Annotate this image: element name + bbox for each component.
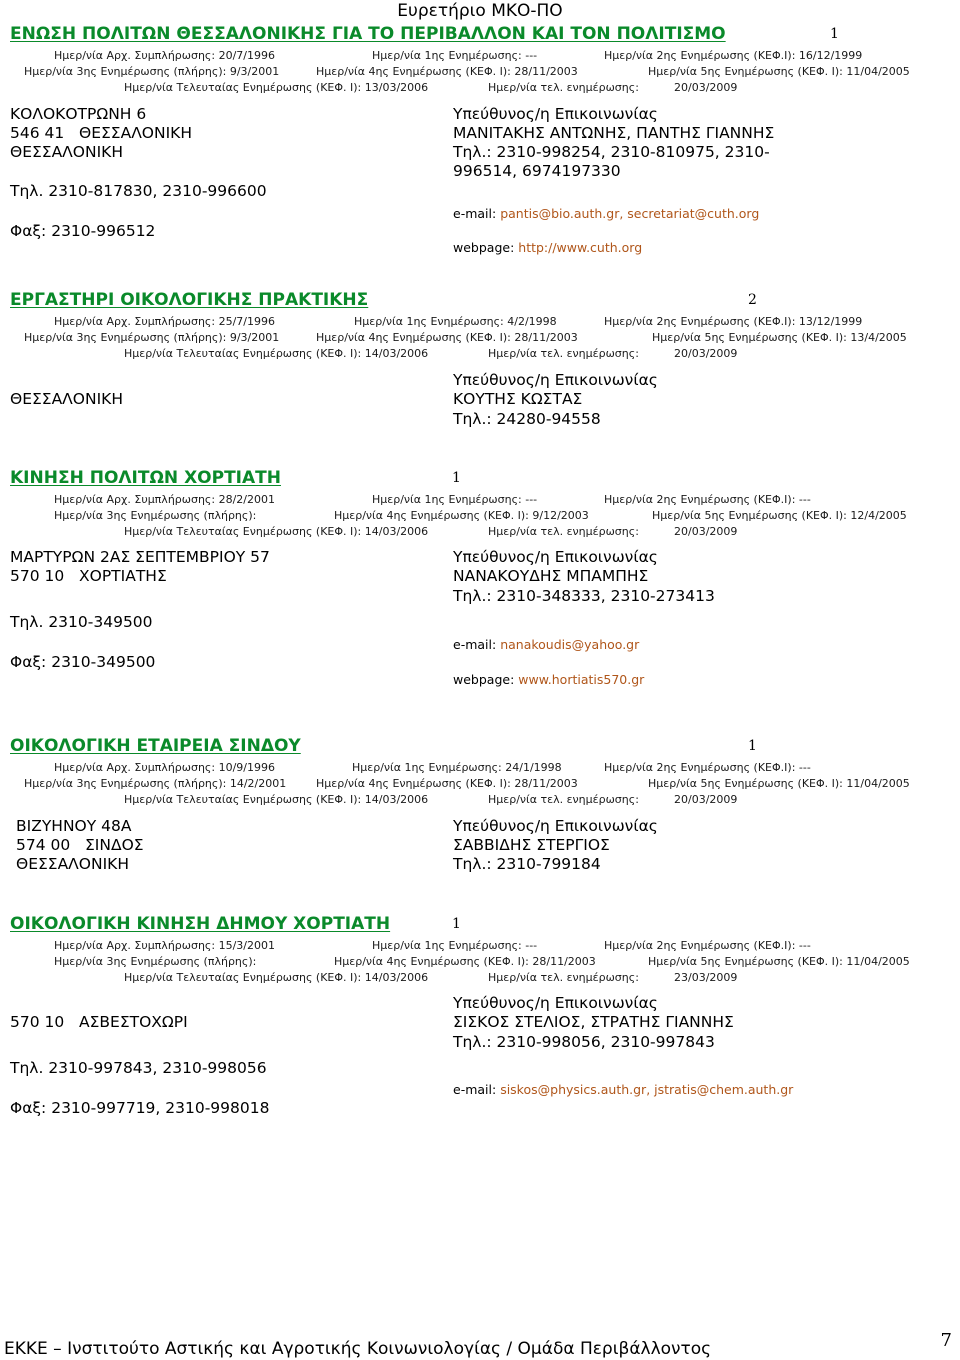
contact-person: ΣΑΒΒΙΔΗΣ ΣΤΕΡΓΙΟΣ	[453, 836, 610, 854]
meta-date: Ημερ/νία 5ης Ενημέρωσης (ΚΕΦ. Ι): 12/4/2005	[652, 509, 907, 522]
meta-date: Ημερ/νία Αρχ. Συμπλήρωσης: 20/7/1996	[54, 49, 275, 62]
org-title: ΕΝΩΣΗ ΠΟΛΙΤΩΝ ΘΕΣΣΑΛΟΝΙΚΗΣ ΓΙΑ ΤΟ ΠΕΡΙΒΑΛΛΟΝ ΚΑΙ ΤΟΝ ΠΟΛΙΤΙΣΜΟ	[10, 24, 726, 44]
meta-date: Ημερ/νία τελ. ενημέρωσης:	[488, 971, 639, 984]
meta-date: Ημερ/νία 4ης Ενημέρωσης (ΚΕΦ. Ι): 28/11/2003	[316, 331, 578, 344]
fax: Φαξ: 2310-997719, 2310-998018	[10, 1099, 270, 1117]
meta-date: Ημερ/νία 4ης Ενημέρωσης (ΚΕΦ. Ι): 28/11/2003	[316, 777, 578, 790]
meta-date: Ημερ/νία 5ης Ενημέρωσης (ΚΕΦ. Ι): 13/4/2005	[652, 331, 907, 344]
meta-date: Ημερ/νία 2ης Ενημέρωσης (ΚΕΦ.Ι): ---	[604, 939, 811, 952]
web-row	[453, 672, 644, 688]
page-number: 7	[940, 1330, 952, 1351]
contact-person: ΚΟΥΤΗΣ ΚΩΣΤΑΣ	[453, 390, 583, 408]
meta-date: Ημερ/νία τελ. ενημέρωσης:	[488, 347, 639, 360]
org-count: 2	[748, 292, 757, 308]
contact-label: Υπεύθυνος/η Επικοινωνίας	[453, 371, 658, 389]
meta-date: 20/03/2009	[674, 81, 738, 94]
phone: Τηλ. 2310-997843, 2310-998056	[10, 1059, 267, 1077]
meta-date: 20/03/2009	[674, 525, 738, 538]
meta-date: Ημερ/νία τελ. ενημέρωσης:	[488, 81, 639, 94]
meta-date: Ημερ/νία 3ης Ενημέρωσης (πλήρης):	[54, 955, 257, 968]
org-title: ΟΙΚΟΛΟΓΙΚΗ ΚΙΝΗΣΗ ΔΗΜΟΥ ΧΟΡΤΙΑΤΗ	[10, 914, 391, 934]
web-row	[453, 240, 642, 256]
address-line: 570 10 ΑΣΒΕΣΤΟΧΩΡΙ	[10, 1013, 188, 1031]
meta-date: Ημερ/νία Τελευταίας Ενημέρωσης (ΚΕΦ. Ι): 14/03/2006	[124, 347, 429, 360]
page-footer	[0, 1330, 960, 1360]
org-count: 1	[452, 916, 461, 932]
meta-date: Ημερ/νία Τελευταίας Ενημέρωσης (ΚΕΦ. Ι): 14/03/2006	[124, 793, 429, 806]
meta-date: Ημερ/νία 2ης Ενημέρωσης (ΚΕΦ.Ι): 13/12/1999	[604, 315, 863, 328]
address-line: ΘΕΣΣΑΛΟΝΙΚΗ	[16, 855, 129, 873]
address-line: ΘΕΣΣΑΛΟΝΙΚΗ	[10, 390, 123, 408]
meta-date: Ημερ/νία 5ης Ενημέρωσης (ΚΕΦ. Ι): 11/04/2005	[648, 65, 910, 78]
org-entry	[0, 468, 960, 698]
page-title: Ευρετήριο ΜΚΟ-ΠΟ	[397, 1, 563, 21]
org-entry	[0, 24, 960, 264]
email-link[interactable]: nanakoudis@yahoo.gr	[500, 637, 640, 652]
org-entry	[0, 914, 960, 1124]
contact-label: Υπεύθυνος/η Επικοινωνίας	[453, 817, 658, 835]
address-line: ΜΑΡΤΥΡΩΝ 2ΑΣ ΣΕΠΤΕΜΒΡΙΟΥ 57	[10, 548, 270, 566]
email-link[interactable]: siskos@physics.auth.gr, jstratis@chem.auth.gr	[500, 1082, 794, 1097]
contact-label: Υπεύθυνος/η Επικοινωνίας	[453, 105, 658, 123]
org-entry	[0, 736, 960, 886]
contact-person: ΣΙΣΚΟΣ ΣΤΕΛΙΟΣ, ΣΤΡΑΤΗΣ ΓΙΑΝΝΗΣ	[453, 1013, 734, 1031]
contact-person: ΝΑΝΑΚΟΥΔΗΣ ΜΠΑΜΠΗΣ	[453, 567, 649, 585]
org-count: 1	[452, 470, 461, 486]
meta-date: Ημερ/νία 3ης Ενημέρωσης (πλήρης): 9/3/2001	[24, 331, 280, 344]
meta-date: Ημερ/νία 1ης Ενημέρωσης: ---	[372, 493, 538, 506]
meta-date: Ημερ/νία 2ης Ενημέρωσης (ΚΕΦ.Ι): ---	[604, 493, 811, 506]
org-count: 1	[830, 26, 839, 42]
meta-date: 23/03/2009	[674, 971, 738, 984]
web-label: webpage:	[453, 672, 515, 687]
phone: Τηλ. 2310-817830, 2310-996600	[10, 182, 267, 200]
address-line: ΚΟΛΟΚΟΤΡΩΝΗ 6	[10, 105, 147, 123]
meta-date: Ημερ/νία 5ης Ενημέρωσης (ΚΕΦ. Ι): 11/04/2005	[648, 955, 910, 968]
address-line: 574 00 ΣΙΝΔΟΣ	[16, 836, 144, 854]
meta-date: Ημερ/νία Αρχ. Συμπλήρωσης: 10/9/1996	[54, 761, 275, 774]
web-link[interactable]: http://www.cuth.org	[518, 240, 643, 255]
meta-date: Ημερ/νία 1ης Ενημέρωσης: 24/1/1998	[352, 761, 562, 774]
contact-phone: Τηλ.: 2310-998254, 2310-810975, 2310-	[453, 143, 770, 161]
email-row	[453, 637, 639, 653]
contact-label: Υπεύθυνος/η Επικοινωνίας	[453, 994, 658, 1012]
contact-label: Υπεύθυνος/η Επικοινωνίας	[453, 548, 658, 566]
email-label: e-mail:	[453, 206, 497, 221]
phone: Τηλ. 2310-349500	[10, 613, 153, 631]
email-label: e-mail:	[453, 637, 497, 652]
meta-date: Ημερ/νία Αρχ. Συμπλήρωσης: 28/2/2001	[54, 493, 275, 506]
org-title: ΕΡΓΑΣΤΗΡΙ ΟΙΚΟΛΟΓΙΚΗΣ ΠΡΑΚΤΙΚΗΣ	[10, 290, 369, 310]
fax: Φαξ: 2310-996512	[10, 222, 156, 240]
contact-phone: 996514, 6974197330	[453, 162, 621, 180]
web-link[interactable]: www.hortiatis570.gr	[518, 672, 645, 687]
email-row	[453, 206, 759, 222]
address-line: 570 10 ΧΟΡΤΙΑΤΗΣ	[10, 567, 167, 585]
meta-date: Ημερ/νία Αρχ. Συμπλήρωσης: 15/3/2001	[54, 939, 275, 952]
contact-phone: Τηλ.: 24280-94558	[453, 410, 601, 428]
contact-person: ΜΑΝΙΤΑΚΗΣ ΑΝΤΩΝΗΣ, ΠΑΝΤΗΣ ΓΙΑΝΝΗΣ	[453, 124, 775, 142]
meta-date: Ημερ/νία Τελευταίας Ενημέρωσης (ΚΕΦ. Ι): 14/03/2006	[124, 525, 429, 538]
fax: Φαξ: 2310-349500	[10, 653, 156, 671]
web-label: webpage:	[453, 240, 515, 255]
org-count: 1	[748, 738, 757, 754]
meta-date: Ημερ/νία τελ. ενημέρωσης:	[488, 793, 639, 806]
address-line: ΘΕΣΣΑΛΟΝΙΚΗ	[10, 143, 123, 161]
meta-date: Ημερ/νία Αρχ. Συμπλήρωσης: 25/7/1996	[54, 315, 275, 328]
meta-date: Ημερ/νία 2ης Ενημέρωσης (ΚΕΦ.Ι): 16/12/1999	[604, 49, 863, 62]
org-title: ΟΙΚΟΛΟΓΙΚΗ ΕΤΑΙΡΕΙΑ ΣΙΝΔΟΥ	[10, 736, 301, 756]
contact-phone: Τηλ.: 2310-348333, 2310-273413	[453, 587, 715, 605]
meta-date: Ημερ/νία 3ης Ενημέρωσης (πλήρης): 9/3/2001	[24, 65, 280, 78]
meta-date: Ημερ/νία 5ης Ενημέρωσης (ΚΕΦ. Ι): 11/04/2005	[648, 777, 910, 790]
meta-date: Ημερ/νία 3ης Ενημέρωσης (πλήρης): 14/2/2001	[24, 777, 287, 790]
meta-date: 20/03/2009	[674, 793, 738, 806]
meta-date: 20/03/2009	[674, 347, 738, 360]
footer-text: ΕΚΚΕ – Ινστιτούτο Αστικής και Αγροτικής Κοινωνιολογίας / Ομάδα Περιβάλλοντος	[4, 1339, 712, 1359]
address-line: 546 41 ΘΕΣΣΑΛΟΝΙΚΗ	[10, 124, 192, 142]
meta-date: Ημερ/νία τελ. ενημέρωσης:	[488, 525, 639, 538]
contact-phone: Τηλ.: 2310-799184	[453, 855, 601, 873]
meta-date: Ημερ/νία 1ης Ενημέρωσης: ---	[372, 939, 538, 952]
meta-date: Ημερ/νία 4ης Ενημέρωσης (ΚΕΦ. Ι): 28/11/2003	[334, 955, 596, 968]
meta-date: Ημερ/νία 2ης Ενημέρωσης (ΚΕΦ.Ι): ---	[604, 761, 811, 774]
org-title: ΚΙΝΗΣΗ ΠΟΛΙΤΩΝ ΧΟΡΤΙΑΤΗ	[10, 468, 281, 488]
email-link[interactable]: pantis@bio.auth.gr, secretariat@cuth.org	[500, 206, 760, 221]
email-row	[453, 1082, 793, 1098]
org-entry	[0, 290, 960, 440]
meta-date: Ημερ/νία 1ης Ενημέρωσης: ---	[372, 49, 538, 62]
contact-phone: Τηλ.: 2310-998056, 2310-997843	[453, 1033, 715, 1051]
address-line: ΒΙΖΥΗΝΟΥ 48Α	[16, 817, 132, 835]
meta-date: Ημερ/νία 4ης Ενημέρωσης (ΚΕΦ. Ι): 9/12/2003	[334, 509, 589, 522]
email-label: e-mail:	[453, 1082, 497, 1097]
meta-date: Ημερ/νία Τελευταίας Ενημέρωσης (ΚΕΦ. Ι): 14/03/2006	[124, 971, 429, 984]
meta-date: Ημερ/νία 1ης Ενημέρωσης: 4/2/1998	[354, 315, 557, 328]
meta-date: Ημερ/νία 3ης Ενημέρωσης (πλήρης):	[54, 509, 257, 522]
meta-date: Ημερ/νία Τελευταίας Ενημέρωσης (ΚΕΦ. Ι): 13/03/2006	[124, 81, 429, 94]
meta-date: Ημερ/νία 4ης Ενημέρωσης (ΚΕΦ. Ι): 28/11/2003	[316, 65, 578, 78]
